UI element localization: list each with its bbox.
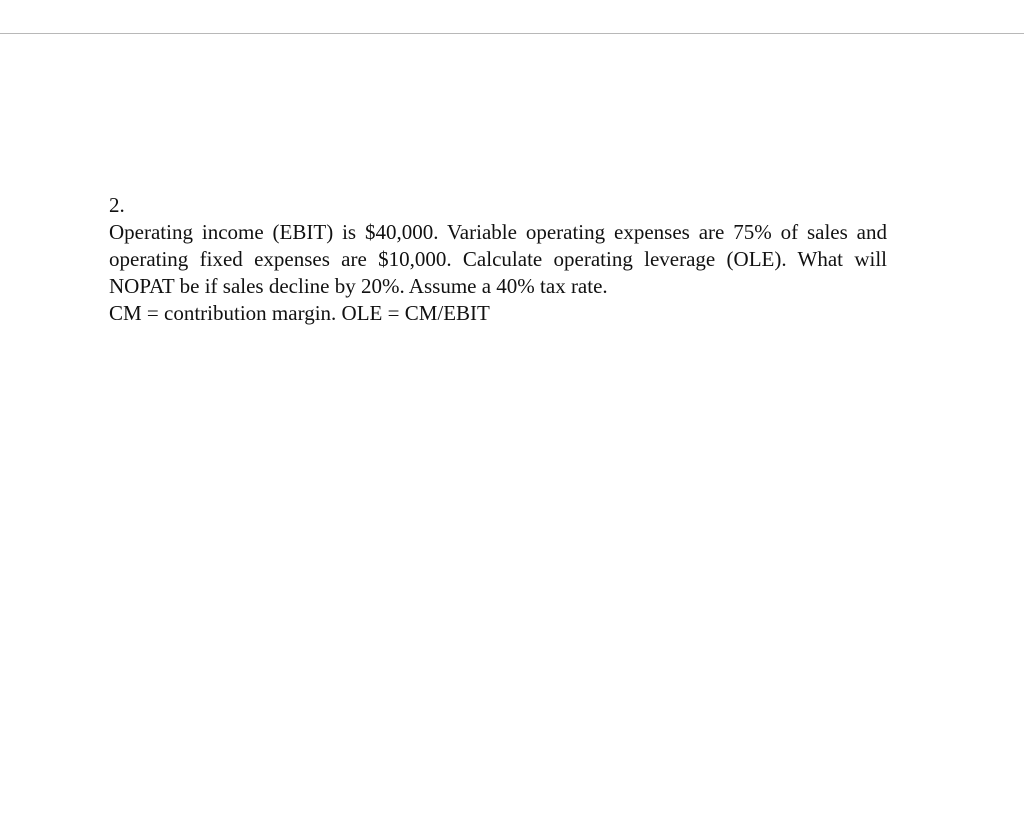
top-divider [0,33,1024,34]
question-block [109,192,887,327]
question-text: Operating income (EBIT) is $40,000. Variable operating expenses are 75% of sales and operating fixed expenses are $10,000. Calculate operating leverage (OLE). What will NOPAT be if sales decline by 20%. Assume a 40% tax rate. [109,220,887,298]
question-note: CM = contribution margin. OLE = CM/EBIT [109,301,490,325]
question-number: 2. [109,193,125,217]
